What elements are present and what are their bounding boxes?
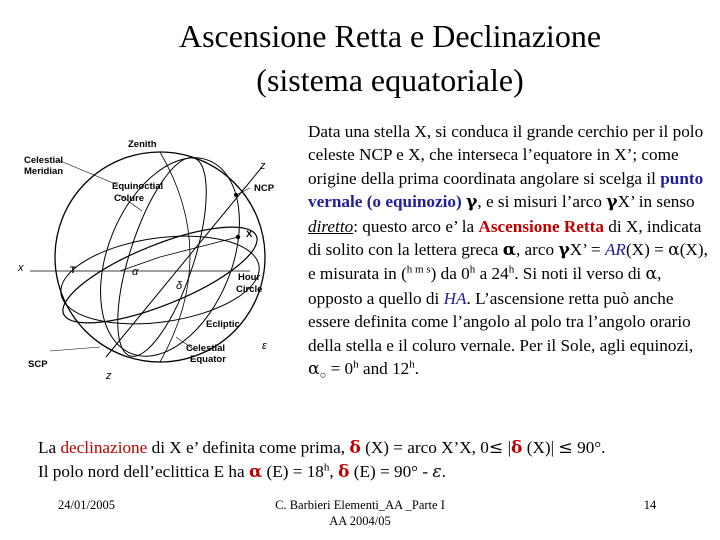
text-run: , e si misuri l’arco bbox=[477, 192, 607, 212]
label-ncp: NCP bbox=[254, 183, 275, 194]
text-run: X’ = bbox=[569, 240, 605, 260]
text-run: X’ in senso bbox=[617, 192, 695, 212]
label-zenith: Zenith bbox=[128, 139, 157, 150]
label-celestial-equator: Celestial bbox=[186, 343, 226, 354]
term-ar: AR bbox=[604, 240, 626, 260]
text-run: La bbox=[38, 438, 61, 457]
term-punto-vernale: punto vernale (o equinozio) bbox=[308, 168, 704, 212]
text-run: di X, indicata di solito con la lettera greca bbox=[308, 216, 702, 260]
label-leader bbox=[50, 347, 100, 351]
slide-title bbox=[100, 14, 680, 102]
term-diretto: diretto bbox=[308, 216, 354, 236]
term-ascensione-retta: Ascensione Retta bbox=[478, 216, 604, 236]
unit-h: h bbox=[508, 263, 515, 276]
text-run: | bbox=[503, 438, 512, 457]
label-celestial-meridian-2: Meridian bbox=[24, 166, 64, 177]
text-run: . Si noti il verso di bbox=[514, 264, 646, 284]
celestial-meridian-arc bbox=[160, 152, 190, 362]
symbol-alpha: α bbox=[248, 462, 263, 483]
label-equinoctial-colure-2: Colure bbox=[114, 193, 145, 204]
symbol-epsilon: ε bbox=[432, 462, 442, 483]
label-z-top: z bbox=[260, 160, 266, 172]
ncp-point bbox=[234, 193, 238, 197]
symbol-alpha: α bbox=[308, 359, 320, 380]
term-ha: HA bbox=[443, 288, 467, 308]
term-declinazione: declinazione bbox=[60, 438, 148, 457]
label-star-x: X bbox=[246, 229, 253, 240]
symbol-delta: δ bbox=[338, 462, 350, 483]
symbol-le: ≤ bbox=[558, 438, 573, 458]
label-z-bottom: z bbox=[106, 370, 112, 382]
star-radius-line bbox=[160, 237, 238, 257]
text-run: (E) = 90° - bbox=[349, 462, 433, 482]
text-run: (X), e misurata in ( bbox=[308, 240, 708, 284]
label-celestial-meridian: Celestial bbox=[24, 155, 64, 166]
label-alpha: α bbox=[132, 266, 139, 278]
footer-credit-line-1: C. Barbieri Elementi_AA _Parte I bbox=[275, 498, 445, 512]
label-gamma-point: T bbox=[70, 265, 76, 276]
text-run: and 12 bbox=[358, 359, 410, 379]
text-run: (X) = bbox=[625, 240, 669, 260]
symbol-le: ≤ bbox=[488, 438, 504, 458]
label-ecliptic: Ecliptic bbox=[206, 319, 240, 330]
declination-paragraph bbox=[38, 436, 718, 485]
declination-line-2 bbox=[38, 460, 718, 484]
label-delta: δ bbox=[176, 280, 183, 292]
symbol-gamma: γ bbox=[466, 192, 478, 213]
unit-h: h bbox=[353, 358, 359, 371]
text-run: . L’ascensione retta può anche essere definita come l’angolo al polo tra l’angolo orario della stella e il coluro vernale. Per il Sole, agli equinozi, bbox=[308, 288, 694, 355]
label-equinoctial-colure: Equinoctial bbox=[112, 181, 164, 192]
title-line-1: Ascensione Retta e Declinazione bbox=[178, 18, 602, 54]
text-run: (E) = 18 bbox=[262, 462, 324, 482]
footer-credit-line-2: AA 2004/05 bbox=[329, 514, 391, 528]
text-run: , opposto a quello di bbox=[308, 264, 662, 308]
footer-page-number: 14 bbox=[643, 498, 657, 512]
footer-credit bbox=[260, 497, 460, 529]
footer-date: 24/01/2005 bbox=[58, 498, 115, 512]
symbol-gamma: γ bbox=[558, 240, 570, 261]
label-leader bbox=[236, 188, 250, 195]
text-run: Il polo nord dell’eclittica E ha bbox=[38, 462, 249, 482]
label-hour-circle: Hour bbox=[238, 272, 261, 283]
symbol-delta: δ bbox=[349, 438, 361, 458]
text-run: . bbox=[414, 359, 420, 379]
symbol-alpha: α bbox=[668, 240, 680, 261]
label-x-axis: x bbox=[18, 262, 24, 274]
text-run: , arco bbox=[515, 240, 559, 260]
label-scp: SCP bbox=[28, 359, 48, 370]
text-run: . bbox=[441, 462, 446, 482]
title-line-2: (sistema equatoriale) bbox=[256, 62, 524, 98]
star-x-point bbox=[236, 235, 240, 239]
declination-line-1 bbox=[38, 436, 718, 460]
text-run: (X)| bbox=[522, 438, 559, 457]
text-run: a 24 bbox=[475, 264, 509, 284]
text-run: Data una stella X, si conduca il grande cerchio per il polo celeste NCP e X, che interseca l’equatore in X’; come origine della prima coordinata angolare si scelga il bbox=[308, 122, 704, 188]
unit-h: h bbox=[469, 263, 476, 276]
text-run: (X) = arco X’X, 0 bbox=[360, 438, 489, 457]
text-run: = 0 bbox=[326, 359, 354, 379]
unit-h: h bbox=[409, 358, 415, 371]
text-run: : questo arco e’ la bbox=[353, 216, 479, 236]
symbol-delta: δ bbox=[511, 438, 523, 458]
text-run: 90°. bbox=[572, 438, 606, 457]
text-run: , bbox=[329, 462, 338, 482]
unit-hms: h m s bbox=[406, 263, 431, 276]
symbol-gamma: γ bbox=[606, 192, 618, 213]
text-run: di X e’ definita come prima, bbox=[147, 438, 350, 457]
equatorial-coordinates-diagram bbox=[10, 125, 310, 385]
label-celestial-equator-2: Equator bbox=[190, 354, 226, 365]
unit-h: h bbox=[323, 461, 330, 474]
label-epsilon: ε bbox=[262, 340, 267, 352]
symbol-alpha: α bbox=[502, 240, 516, 261]
symbol-alpha: α bbox=[645, 264, 658, 285]
symbol-sun: ○ bbox=[319, 369, 327, 382]
hour-circle-ellipse bbox=[74, 137, 267, 376]
right-ascension-paragraph bbox=[308, 120, 708, 381]
text-run: ) da 0 bbox=[430, 264, 470, 284]
label-hour-circle-2: Circle bbox=[236, 284, 263, 295]
